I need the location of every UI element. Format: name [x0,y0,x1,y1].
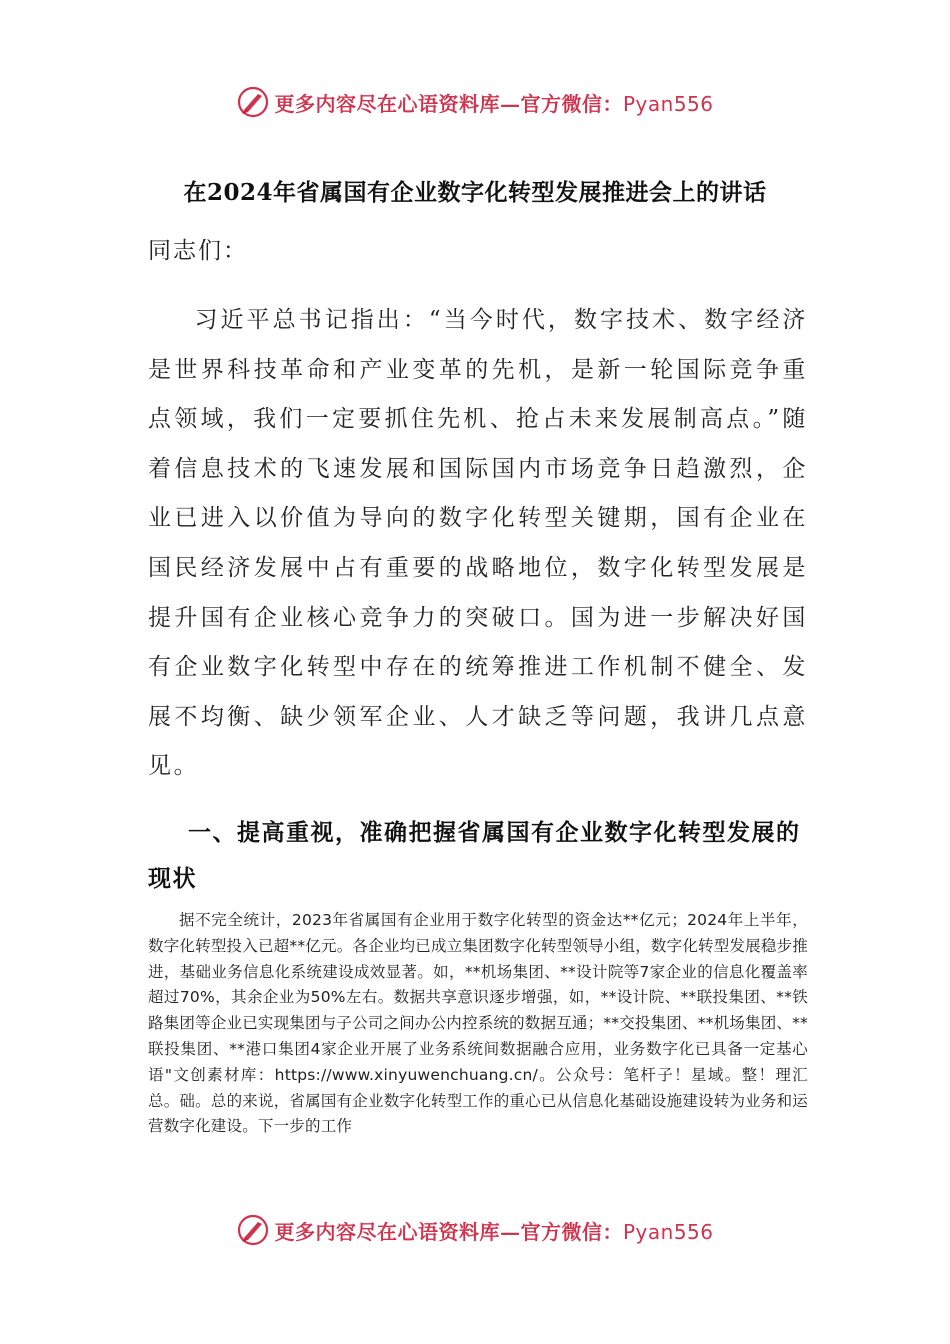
pen-circle-logo-icon [236,85,270,119]
watermark-text [274,88,713,117]
document-title: 在2024年省属国有企业数字化转型发展推进会上的讲话 [183,179,767,206]
watermark-text [274,1216,713,1245]
intro-paragraph-text: 习近平总书记指出：“当今时代，数字技术、数字经济是世界科技革命和产业变革的先机，是新一轮国际竞争重点领域，我们一定要抓住先机、抢占未来发展制高点。”随着信息技术的飞速发展和国际国内市场竞争日趋激烈，企业已进入以价值为导向的数字化转型关键期，国有企业在国民经济发展中占有重要的战略地位，数字化转型发展是提升国有企业核心竞争力的突破口。国为进一步解决好国有企业数字化转型中存在的统筹推进工作机制不健全、发展不均衡、缺少领军企业、人才缺乏等问题，我讲几点意见。 [148,307,808,780]
watermark-banner-top [0,80,950,124]
section-body-text: 据不完全统计，2023年省属国有企业用于数字化转型的资金达**亿元；2024年上半年，数字化转型投入已超**亿元。各企业均已成立集团数字化转型领导小组，数字化转型发展稳步推进，基础业务信息化系统建设成效显著。如，**机场集团、**设计院等7家企业的信息化覆盖率超过70%，其余企业为50%左右。数据共享意识逐步增强，如，**设计院、**联投集团、**铁路集团等企业已实现集团与子公司之间办公内控系统的数据互通；**交投集团、**机场集团、**联投集团、**港口集团4家企业开展了业务系统间数据融合应用，业务数字化已具备一定基心语"文创素材库：https://www.xinyuwenchuang.cn/。公众号：笔杆子！星域。整！理汇总。础。总的来说，省属国有企业数字化转型工作的重心已从信息化基础设施建设转为业务和运营数字化建设。下一步的工作 [148,911,809,1136]
watermark-label: 更多内容尽在心语资料库—官方微信： [274,91,623,116]
greeting: 同志们： [148,238,248,264]
section-heading-text: 一、提高重视，准确把握省属国有企业数字化转型发展的现状 [148,820,801,892]
watermark-account: Pyan556 [622,91,714,116]
pen-circle-logo-icon [236,1213,270,1247]
watermark-banner-bottom [0,1208,950,1252]
watermark-label: 更多内容尽在心语资料库—官方微信： [274,1219,623,1244]
section-heading [148,810,808,902]
intro-paragraph [148,296,808,792]
watermark-account: Pyan556 [622,1219,714,1244]
section-body [148,908,808,1140]
